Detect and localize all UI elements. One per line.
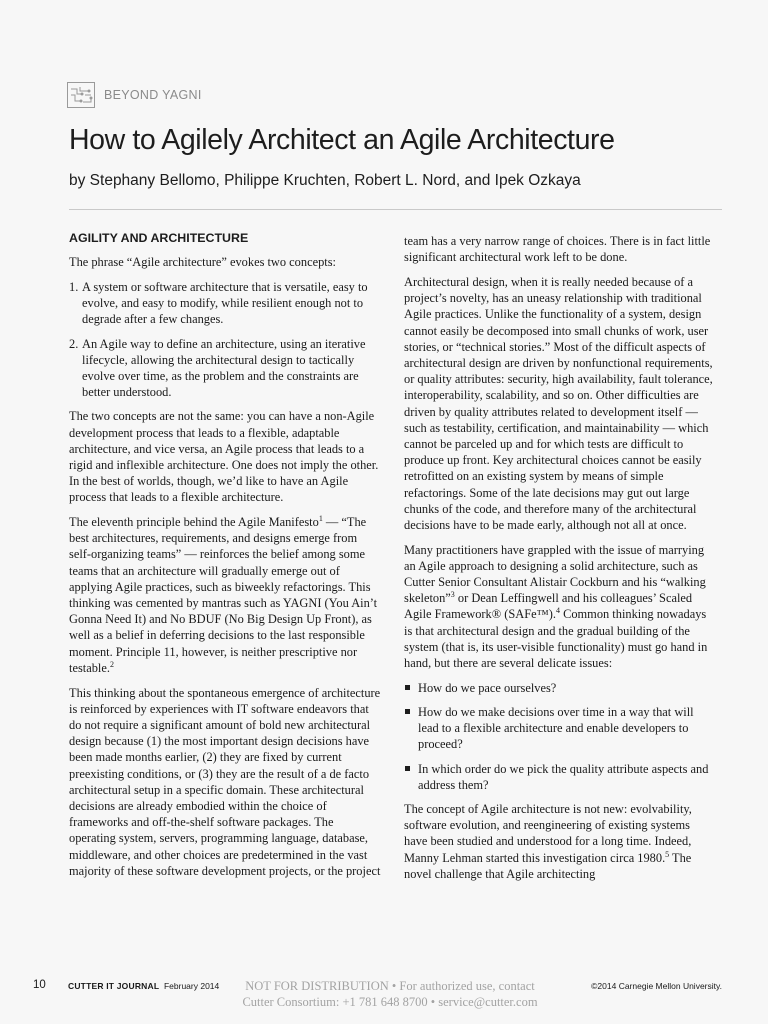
text-run: Many practitioners have grappled with the issue of marrying an Agile approach to designing a solid architecture, such as Cutter Senior Consultant Alistair Cockburn and his “walking skeleton” <box>404 542 706 606</box>
issue-date: February 2014 <box>163 981 220 991</box>
list-text: An Agile way to define an architecture, using an iterative lifecycle, allowing the architectural design to tactically evolve over time, as the problem and the constraints are better understood. <box>82 336 366 400</box>
paragraph-team: team has a very narrow range of choices. There is in fact little significant architectural work left to be done. <box>404 234 711 265</box>
paragraph-principle <box>69 514 382 676</box>
list-text: How do we make decisions over time in a way that will lead to a flexible architecture and enable developers to proceed? <box>418 704 694 752</box>
list-number: 1. <box>69 279 79 294</box>
issues-list <box>404 680 716 793</box>
page-footer <box>0 978 768 1018</box>
section-heading: AGILITY AND ARCHITECTURE <box>69 231 249 245</box>
circuit-logo-icon <box>67 82 95 108</box>
list-item <box>404 680 716 696</box>
list-item <box>69 336 382 401</box>
paragraph-thinking: This thinking about the spontaneous emergence of architecture is reinforced by experiences with IT software endeavors that do not require a significant amount of bold new architectural design because (1) the most important design decisions have been made months earlier, (2) they are fixed by current preexisting conditions, or (3) they are the result of a de facto architectural setup in a specific domain. These architectural decisions are already embodied within the choice of frameworks and off-the-shelf software packages. The operating system, servers, programming language, database, middleware, and other choices are predetermined in the vast majority of these software development projects, or the project <box>69 685 381 878</box>
journal-name: CUTTER IT JOURNAL <box>68 981 160 991</box>
right-column <box>404 233 716 891</box>
section-tag <box>67 82 202 108</box>
footnote-ref: 3 <box>450 590 455 600</box>
list-item <box>404 704 716 753</box>
bullet-icon <box>405 766 410 771</box>
page-number: 10 <box>33 979 46 991</box>
paragraph-practitioners <box>404 542 716 672</box>
bullet-icon <box>405 685 410 690</box>
distribution-notice <box>235 978 545 1010</box>
footnote-ref: 4 <box>555 606 560 616</box>
list-item <box>404 761 716 793</box>
text-run: The eleventh principle behind the Agile Manifesto <box>69 515 319 530</box>
notice-line: NOT FOR DISTRIBUTION • For authorized use, contact <box>245 979 535 993</box>
paragraph-design: Architectural design, when it is really needed because of a project’s novelty, has an uneasy relationship with traditional Agile practices. Unlike the functionality of a system, design cannot easily be decomposed into small chunks of work, user stories, or “technical stories.” Most of the difficult aspects of architectural design are driven by nonfunctional requirements, or quality attributes: security, high availability, fault tolerance, interoperability, scalability, and so on. Other difficulties are driven by quality attributes related to development itself — such as testability, certification, and maintainability — which cannot be parceled up and for which tests are difficult to produce up front. Key architectural choices cannot be easily retrofitted on an existing system by means of simple refactorings. Some of the late decisions may gut out large chunks of the code, and therefore many of the architectural decisions have to be made early, although not all at once. <box>404 274 713 532</box>
copyright: ©2014 Carnegie Mellon University. <box>591 981 722 991</box>
list-text: How do we pace ourselves? <box>418 680 557 695</box>
intro-paragraph: The phrase “Agile architecture” evokes two concepts: <box>69 255 336 270</box>
text-run: The concept of Agile architecture is not new: evolvability, software evolution, and reengineering of existing systems have been studied and understood for a long time. Indeed, Manny Lehman started this investigation circa 1980. <box>404 802 692 865</box>
bullet-icon <box>405 709 410 714</box>
article-title: How to Agilely Architect an Agile Architecture <box>69 124 615 156</box>
text-run: Common thinking nowadays is that architectural design and the gradual building of the system (that is, its user-visible functionality) must go hand in hand, but there are several delicate issues: <box>404 607 708 671</box>
text-run: or Dean Leffingwell and his colleagues’ Scaled Agile Framework® (SAFe™). <box>404 591 693 622</box>
paragraph-not-same: The two concepts are not the same: you can have a non-Agile development process that leads to a flexible, adaptable architecture, and vice versa, an Agile process that leads to a rigid and inflexible architecture. One does not imply the other. In the best of worlds, though, we’d like to have an Agile process that leads to a flexible architecture. <box>69 409 379 505</box>
text-run: The novel challenge that Agile architecting <box>404 850 692 881</box>
list-item <box>69 279 382 328</box>
article-byline: by Stephany Bellomo, Philippe Kruchten, Robert L. Nord, and Ipek Ozkaya <box>69 172 581 189</box>
left-column <box>69 230 382 888</box>
text-run: — “The best architectures, requirements, and designs emerge from self-organizing teams” — reinforces the belief among some teams that an architecture will gradually emerge out of applying Agile practices, such as biweekly refactorings. This thinking was cemented by mantras such as YAGNI (You Ain’t Gonna Need It) and No BDUF (No Big Design Up Front), as well as a belief in deferring decisions to the last responsible moment. Principle 11, however, is neither prescriptive nor testable. <box>69 515 378 675</box>
list-number: 2. <box>69 336 79 351</box>
header-divider <box>69 209 722 210</box>
footnote-ref: 5 <box>665 849 670 859</box>
notice-line: Cutter Consortium: +1 781 648 8700 • service@cutter.com <box>242 995 538 1009</box>
concepts-list <box>69 279 382 400</box>
list-text: In which order do we pick the quality attribute aspects and address them? <box>418 761 709 792</box>
footnote-ref: 2 <box>109 659 114 669</box>
paragraph-concept <box>404 801 716 882</box>
section-label: BEYOND YAGNI <box>104 88 202 102</box>
footnote-ref: 1 <box>318 513 323 523</box>
journal-info <box>68 981 219 991</box>
list-text: A system or software architecture that is versatile, easy to evolve, and easy to modify, while resilient enough not to degrade after a few changes. <box>82 279 368 327</box>
